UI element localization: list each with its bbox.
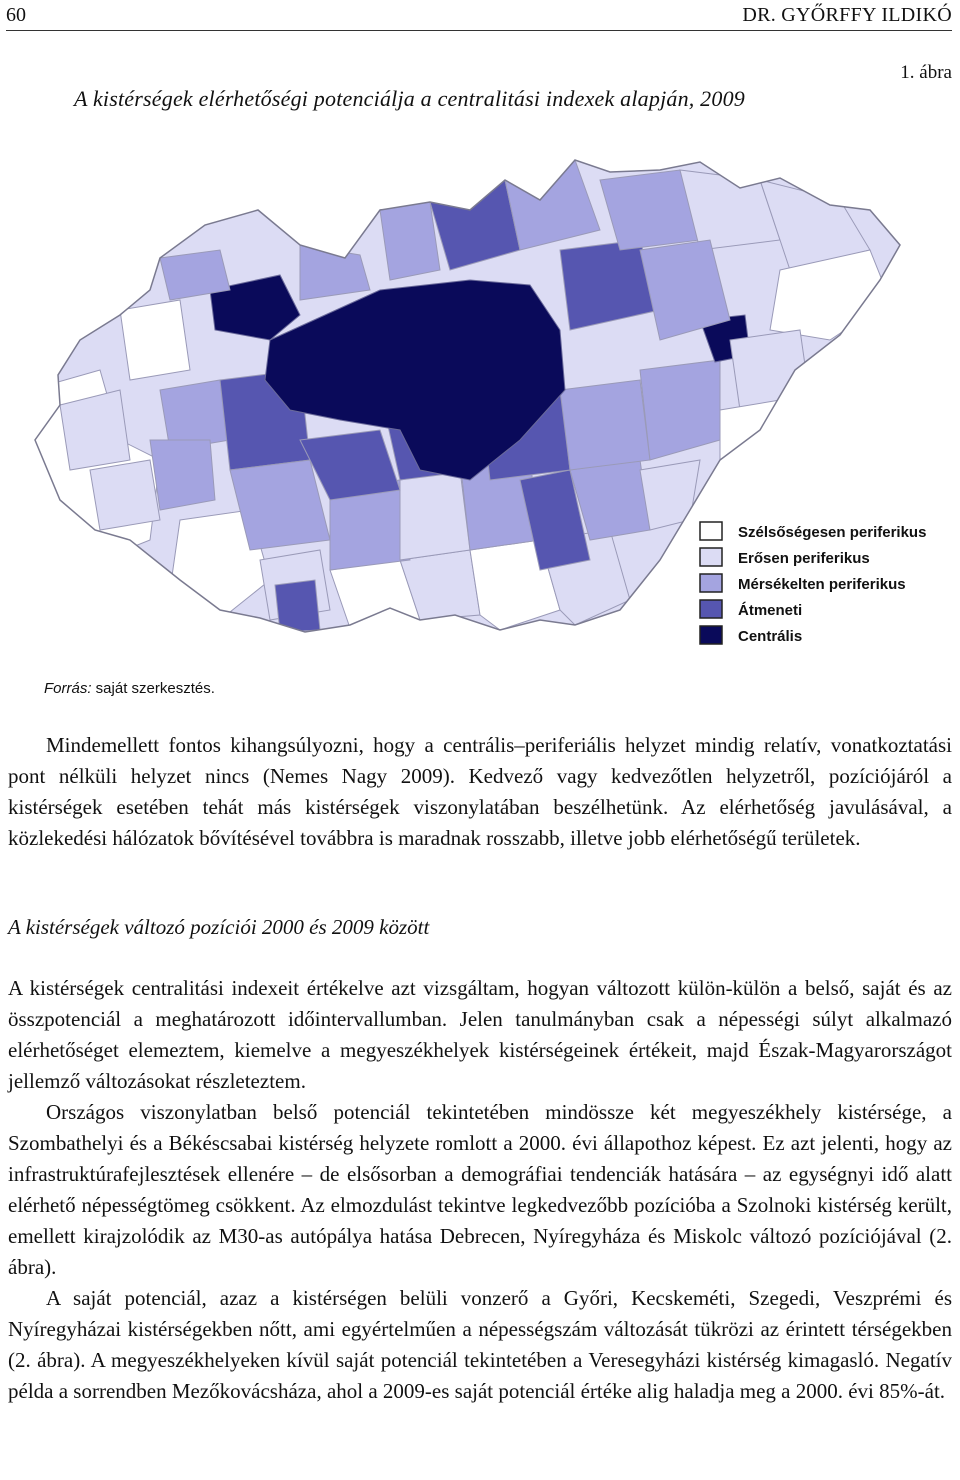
figure-source [44, 680, 215, 697]
choropleth-map-figure [0, 140, 960, 680]
legend-item [700, 522, 926, 541]
figure-title: A kistérségek elérhetőségi potenciálja a centralitási indexek alapján, 2009 [74, 86, 745, 111]
body-paragraph-block [8, 973, 952, 1407]
legend-label: Átmeneti [738, 602, 803, 619]
legend-item [700, 574, 906, 593]
section-title: A kistérségek változó pozíciói 2000 és 2009 között [8, 915, 430, 939]
body-paragraph: A kistérségek centralitási indexeit értékelve azt vizsgáltam, hogyan változott külön-külön a belső, saját és az összpotenciál a meghatározott időintervallumban. Jelen tanulmányban csak a népességi súlyt alkalmazó elérhetőséget elemeztem, kiemelve a megyeszékhelyek kistérségeinek értékeit, majd Észak-Magyarországot jellemző változásokat részleteztem. [8, 976, 952, 1093]
running-title: DR. GYŐRFFY ILDIKÓ [742, 4, 952, 26]
legend-label: Mérsékelten periferikus [738, 576, 906, 593]
body-paragraph: Mindemellett fontos kihangsúlyozni, hogy a centrális–periferiális helyzet mindig relatív, vonatkoztatási pont nélküli helyzet nincs (Nemes Nagy 2009). Kedvező vagy kedvezőtlen helyzetről, pozíciójáról a kistérségek esetében tehát más kistérségek viszonylatában beszélhetünk. Az elérhetőség javulásával, a közlekedési hálózatok bővítésével továbbra is maradnak rosszabb, illetve jobb elérhetőségű területek. [8, 733, 952, 850]
source-text: saját szerkesztés. [91, 680, 215, 697]
legend-label: Szélsőségesen periferikus [738, 524, 927, 541]
map-legend [700, 522, 926, 645]
legend-swatch [700, 574, 722, 592]
legend-item [700, 600, 802, 619]
map-regions [0, 140, 960, 680]
legend-swatch [700, 522, 722, 540]
figure-number: 1. ábra [900, 62, 952, 83]
body-paragraph: A saját potenciál, azaz a kistérségen belüli vonzerő a Győri, Kecskeméti, Szegedi, Veszprémi és Nyíregyházai kistérségekben nőtt, ami egyértelműen a népességszám változását tükrözi az érintett térségekben (2. ábra). A megyeszékhelyeken kívül saját potenciál tekintetében a Veresegyházi kistérség kimagasló. Negatív példa a sorrendben Mezőkovácsháza, ahol a 2009-es saját potenciál értéke alig haladja meg a 2000. évi 85%-át. [8, 1286, 952, 1403]
legend-item [700, 626, 802, 645]
legend-item [700, 548, 870, 567]
source-label: Forrás: [44, 680, 92, 697]
body-paragraph: Országos viszonylatban belső potenciál tekintetében mindössze két megyeszékhely kistérsége, a Szombathelyi és a Békéscsabai kistérség helyzete romlott a 2000. évi állapothoz képest. Ez azt jelenti, hogy az infrastruktúrafejlesztések ellenére – de elsősorban a demográfiai tendenciák hatására – az egységnyi idő alatt elérhető népességtömeg csökkent. Az elmozdulást tekintve legkedvezőbb pozícióba a Szolnoki kistérség került, emellett kirajzolódik az M30-as autópálya hatása Debrecen, Nyíregyháza és Miskolc változó pozíciójával (2. ábra). [8, 1100, 952, 1279]
legend-label: Erősen periferikus [738, 550, 870, 567]
running-header [6, 0, 952, 31]
legend-swatch [700, 626, 722, 644]
body-paragraph-block [8, 730, 952, 854]
legend-swatch [700, 600, 722, 618]
legend-label: Centrális [738, 628, 803, 645]
map-svg [0, 140, 960, 680]
legend-swatch [700, 548, 722, 566]
page-number: 60 [6, 4, 26, 26]
